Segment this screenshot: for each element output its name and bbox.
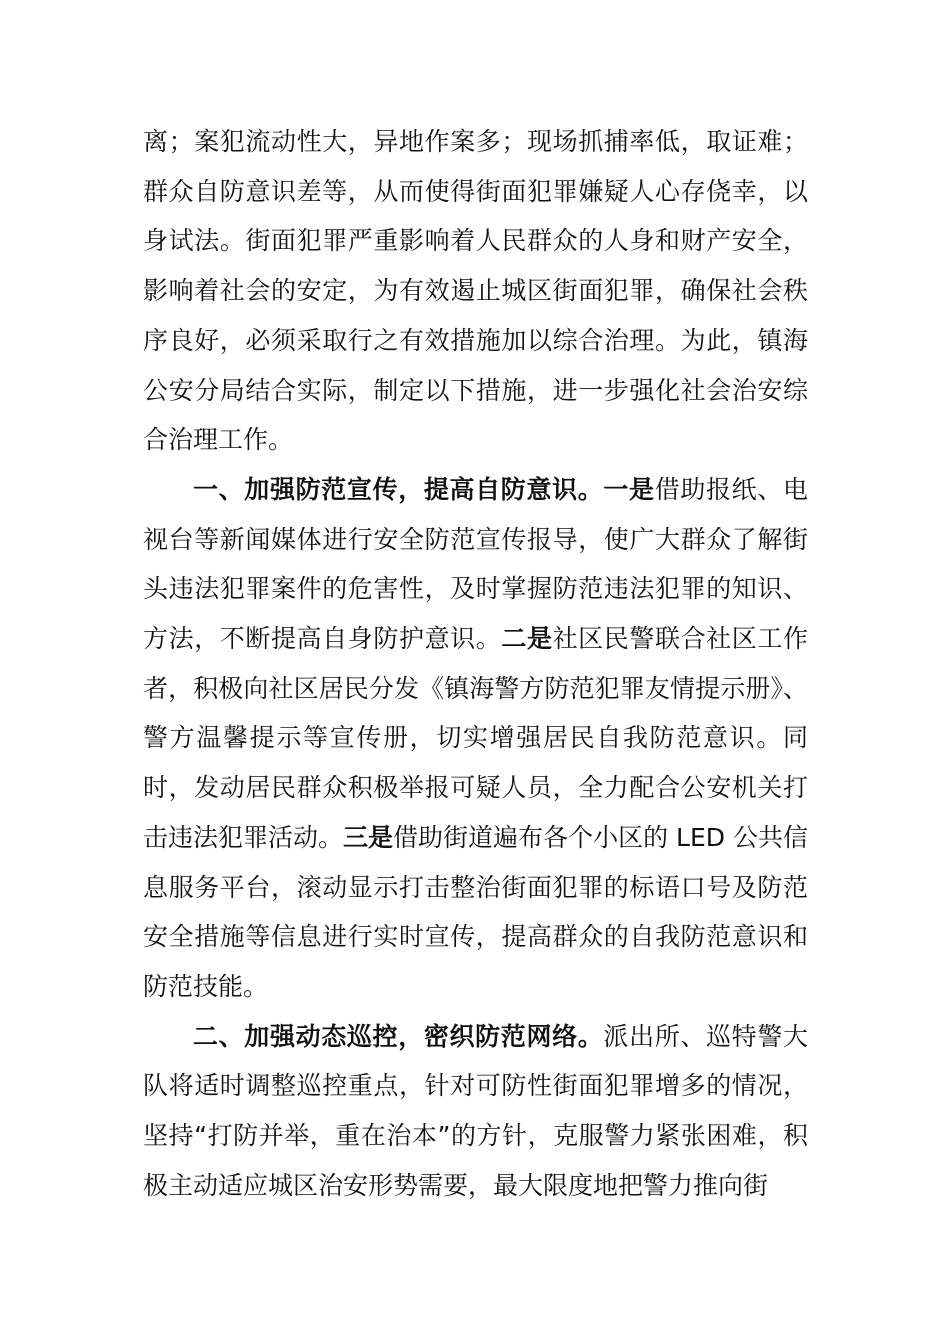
section-1-point-3-text: 借助街道遍布各个小区的 LED 公共信息服务平台，滚动显示打击整治街面犯罪的标语口号及防范安全措施等信息进行实时宣传，提高群众的自我防范意识和防范技能。 xyxy=(143,822,808,1001)
section-1-point-1-text: 借助报纸、电视台等新闻媒体进行安全防范宣传报导，使广大群众了解街头违法犯罪案件的危害性，及时掌握防范违法犯罪的知识、方法，不断提高自身防护意识。 xyxy=(143,474,808,654)
paragraph-intro: 离；案犯流动性大，异地作案多；现场抓捕率低，取证难；群众自防意识差等，从而使得街面犯罪嫌疑人心存侥幸，以身试法。街面犯罪严重影响着人民群众的人身和财产安全，影响着社会的安定，为有效遏止城区街面犯罪，确保社会秩序良好，必须采取行之有效措施加以综合治理。为此，镇海公安分局结合实际，制定以下措施，进一步强化社会治安综合治理工作。 xyxy=(143,127,808,455)
paragraph-section-1 xyxy=(143,465,808,1012)
section-1-heading: 一、加强防范宣传，提高自防意识。 xyxy=(193,474,604,504)
section-1-point-3-label: 三是 xyxy=(343,822,394,852)
section-1-point-2-text: 社区民警联合社区工作者，积极向社区居民分发《镇海警方防范犯罪友情提示册》、警方温馨提示等宣传册，切实增强居民自我防范意识。同时，发动居民群众积极举报可疑人员，全力配合公安机关打击违法犯罪活动。 xyxy=(143,624,808,852)
paragraph-section-2 xyxy=(143,1012,808,1211)
section-2-heading: 二、加强动态巡控，密织防范网络。 xyxy=(193,1021,604,1051)
section-2-text: 派出所、巡特警大队将适时调整巡控重点，针对可防性街面犯罪增多的情况，坚持“打防并举，重在治本”的方针，克服警力紧张困难，积极主动适应城区治安形势需要，最大限度地把警力推向街 xyxy=(143,1021,808,1200)
section-1-point-1-label: 一是 xyxy=(603,474,655,504)
section-1-point-2-label: 二是 xyxy=(501,624,553,654)
document-body xyxy=(143,117,808,1210)
